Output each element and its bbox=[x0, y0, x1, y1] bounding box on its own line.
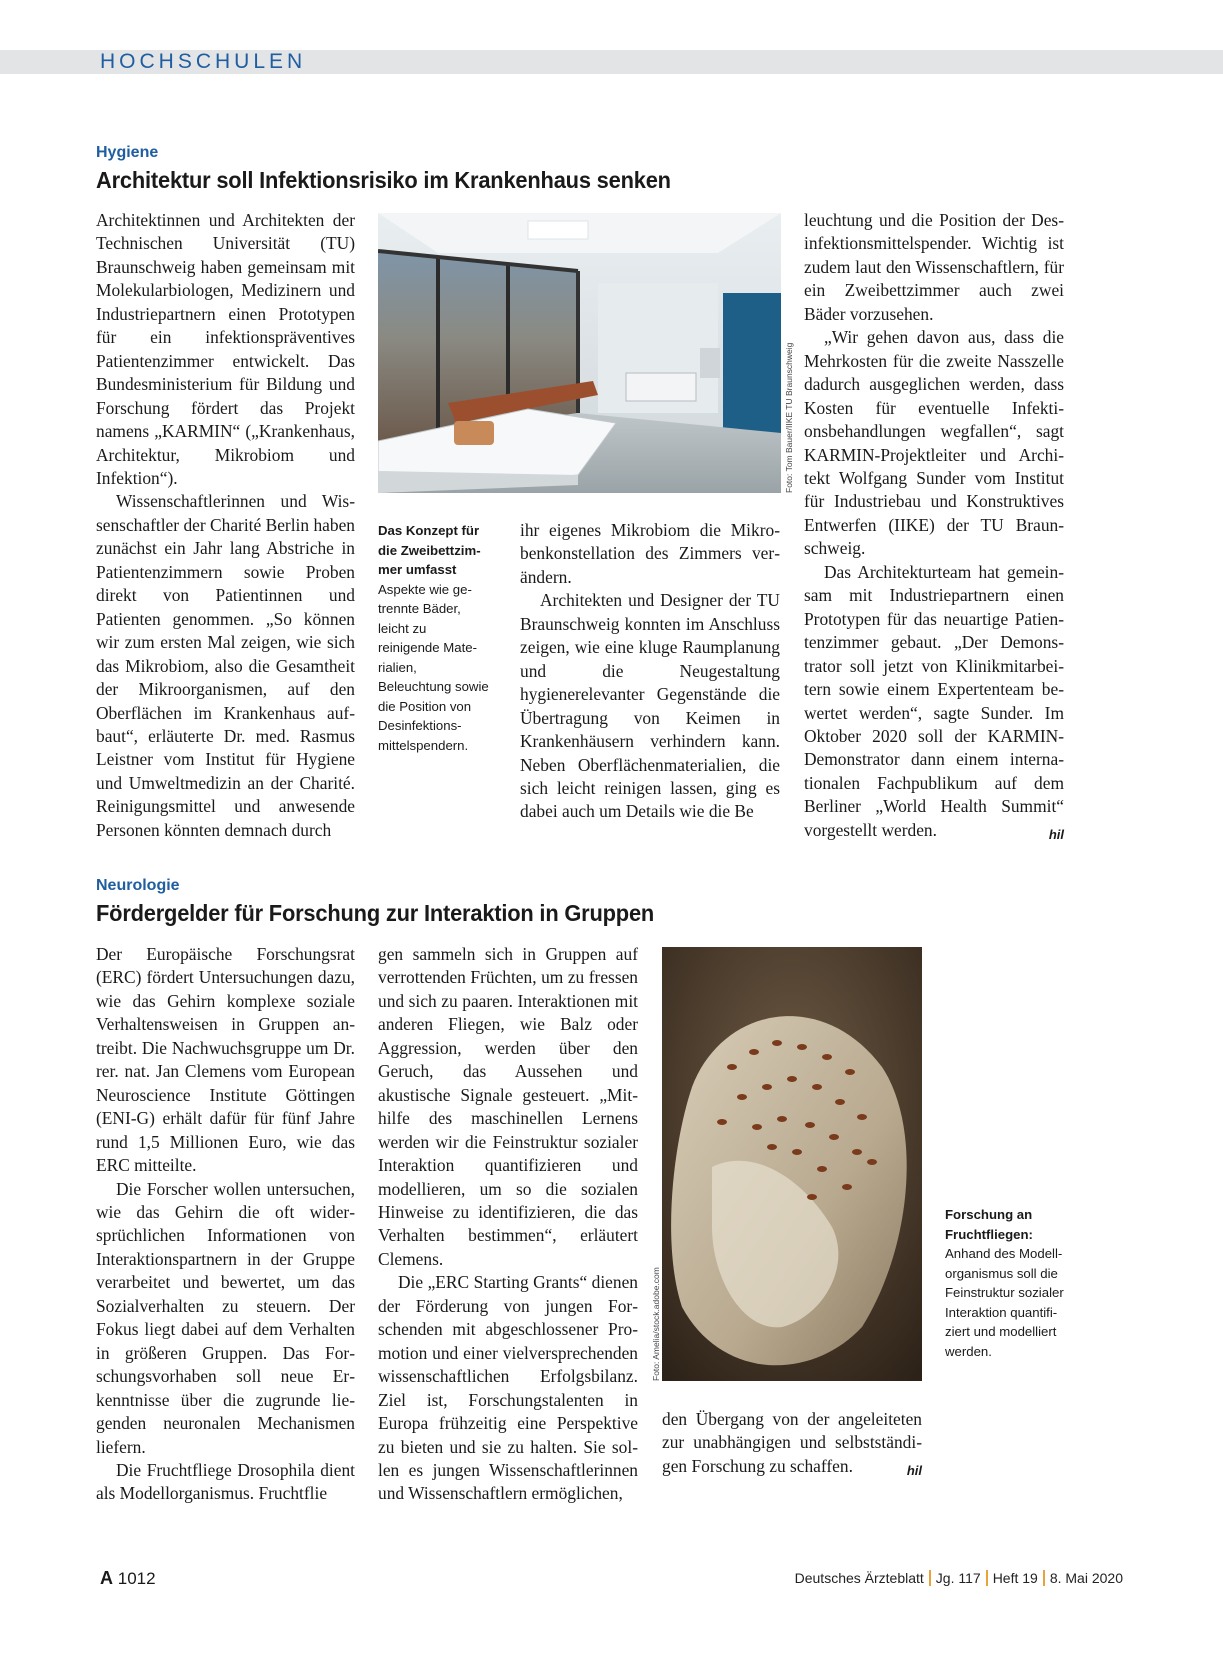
paragraph: Die Forscher wollen untersuchen, wie das Gehirn die oft widersprüchlichen Informationen von Interaktionspartnern in der Gruppe verarbeitet und bewertet, um das Sozialverhalten zu steuern. Der Fokus liegt dabei auf dem Verhalten in größeren Gruppen. Das Forschungsvorhaben soll neue Erkenntnisse über die zugrunde liegenden neuronalen Mechanismen liefern. bbox=[96, 1178, 355, 1457]
article2-column-3 bbox=[662, 1408, 922, 1482]
page-prefix: A bbox=[100, 1568, 113, 1588]
paragraph: Die „ERC Starting Grants“ dienen der Förderung von jungen Forschenden mit abgeschlossener Promotion und einer vielversprechenden wissenschaftlichen Erfolgsbilanz. Ziel ist, Forschungstalenten in Europa frühzeitig eine Perspektive zu bieten und sie zu halten. Sie sollen es jungen Wissenschaftlerinnen und Wissenschaftlern ermöglichen, bbox=[378, 1272, 638, 1504]
journal-date: 8. Mai 2020 bbox=[1049, 1570, 1123, 1586]
journal-issue: Heft 19 bbox=[992, 1570, 1038, 1586]
paragraph: „Wir gehen davon aus, dass die Mehrkosten für die zweite Nasszelle dadurch ausgeglichen werden, dass Kosten für eventuelle Infektionsbehandlungen wegfallen“, sagt KARMIN-Projektleiter und Architekt Wolfgang Sunder vom Institut für Industriebau und Konstruktives Entwerfen (IIKE) der TU Braunschweig. bbox=[804, 327, 1064, 559]
author-signature: hil bbox=[1048, 826, 1064, 842]
journal-volume: Jg. 117 bbox=[935, 1570, 981, 1586]
page-number bbox=[100, 1568, 156, 1589]
article2-kicker: Neurologie bbox=[96, 877, 180, 894]
article1-caption bbox=[378, 521, 490, 755]
article2-column-2 bbox=[378, 943, 638, 1506]
fruit-flies-photo bbox=[662, 947, 922, 1381]
paragraph: Architektinnen und Architekten der Technischen Universität (TU) Braunschweig haben gemeinsam mit Molekularbiologen, Medizinern und Industriepartnern einen Prototypen für ein infektionspräventives Patientenzimmer entwickelt. Das Bundesministerium für Bildung und Forschung fördert das Projekt namens „KARMIN“ („Krankenhaus, Architektur, Mikrobiom und Infektion“). bbox=[96, 210, 355, 488]
footer-separator bbox=[929, 1570, 931, 1586]
article2-caption-text: Anhand des Modellorganismus soll die Feinstruktur sozialer Interaktion quantifiziert und modelliert werden. bbox=[945, 1246, 1064, 1359]
paragraph: den Übergang von der angeleiteten zur unabhängigen und selbstständigen Forschung zu schaffen. hil bbox=[662, 1408, 922, 1478]
paragraph: Der Europäische Forschungsrat (ERC) fördert Untersuchungen dazu, wie das Gehirn komplexe soziale Verhaltensweisen in Gruppen antreibt. Die Nachwuchsgruppe um Dr. rer. nat. Jan Clemens vom European Neuroscience Institute Göttingen (ENI-G) erhält dafür für fünf Jahre rund 1,5 Millionen Euro, wie das ERC mitteilte. bbox=[96, 944, 355, 1176]
paragraph: Die Fruchtfliege Drosophila dient als Modellorganismus. Fruchtflie bbox=[96, 1459, 355, 1504]
footer-separator bbox=[1043, 1570, 1045, 1586]
paragraph: Das Architekturteam hat gemeinsam mit Industriepartnern einen Prototypen für das neuartige Patientenzimmer gebaut. „Der Demonstrator soll jetzt von Klinikmitarbeitern sowie einem Expertenteam bewertet werden“, sagte Sunder. Im Oktober 2020 soll der KARMIN-Demonstrator dann einem internationalen Fachpublikum auf dem Berliner „World Health Summit“ vorgestellt werden. hil bbox=[804, 561, 1064, 842]
article1-photo-credit: Foto: Tom Bauer/IIKE TU Braunschweig bbox=[784, 342, 794, 493]
article2-photo-credit: Foto: Amelia/stock.adobe.com bbox=[651, 1267, 661, 1381]
paragraph: ihr eigenes Mikrobiom die Mikrobenkonstellation des Zimmers verändern. bbox=[520, 520, 780, 587]
article2-column-1 bbox=[96, 943, 355, 1506]
article1-column-1 bbox=[96, 209, 355, 842]
article1-caption-title: Das Konzept für die Zweibettzimmer umfasst bbox=[378, 523, 481, 577]
footer-separator bbox=[986, 1570, 988, 1586]
article1-headline: Architektur soll Infektionsrisiko im Krankenhaus senken bbox=[96, 167, 671, 193]
article2-caption-title: Forschung an Fruchtfliegen: bbox=[945, 1207, 1033, 1242]
article1-kicker: Hygiene bbox=[96, 144, 159, 161]
page-number-value: 1012 bbox=[117, 1569, 156, 1588]
article1-caption-text: Aspekte wie getrennte Bäder, leicht zu reinigende Materialien, Beleuchtung sowie die Position von Desinfektionsmittelspendern. bbox=[378, 581, 489, 753]
paragraph: Wissenschaftlerinnen und Wissenschaftler der Charité Berlin haben zunächst ein Jahr lang Abstriche in Patientenzimmern sowie Proben direkt von Patientinnen und Patienten genommen. „So können wir zum ersten Mal zeigen, wie sich das Mikrobiom, also die Gesamtheit der Mikroorganismen, auf den Oberflächen im Krankenhaus aufbaut“, erläuterte Dr. med. Rasmus Leistner vom Institut für Hygiene und Umweltmedizin an der Charité. Reinigungsmittel und anwesende Personen könnten demnach durch bbox=[96, 491, 355, 840]
paragraph: leuchtung und die Position der Desinfektionsmittelspender. Wichtig ist zudem laut den Wissenschaftlern, für ein Zweibettzimmer auch zwei Bäder vorzusehen. bbox=[804, 210, 1064, 324]
paragraph: gen sammeln sich in Gruppen auf verrottenden Früchten, um zu fressen und sich zu paaren. Interaktionen mit anderen Fliegen, wie Balz oder Aggression, werden über den Geruch, das Aussehen und akustische Signale gesteuert. „Mithilfe des maschinellen Lernens werden wir die Feinstruktur sozialer Interaktion quantifizieren und modellieren, um so die sozialen Hinweise zu identifizieren, die das Verhalten bestimmen“, erläutert Clemens. bbox=[378, 944, 638, 1269]
article1-column-3 bbox=[804, 209, 1064, 846]
article2-caption bbox=[945, 1205, 1065, 1361]
article2-headline: Fördergelder für Forschung zur Interaktion in Gruppen bbox=[96, 900, 655, 926]
footer-journal-info bbox=[795, 1570, 1123, 1586]
hospital-room-photo bbox=[378, 213, 781, 493]
article1-column-2 bbox=[520, 519, 780, 824]
author-signature: hil bbox=[906, 1462, 922, 1478]
journal-name: Deutsches Ärzteblatt bbox=[794, 1570, 924, 1586]
section-label: HOCHSCHULEN bbox=[100, 50, 307, 73]
paragraph: Architekten und Designer der TU Braunschweig konnten im Anschluss zeigen, wie eine kluge Raumplanung und die Neugestaltung hygienerelevanter Gegenstände die Übertragung von Keimen in Krankenhäusern verhindern kann. Neben Oberflächenmaterialien, die sich leicht reinigen lassen, ging es dabei auch um Details wie die Be bbox=[520, 590, 780, 822]
